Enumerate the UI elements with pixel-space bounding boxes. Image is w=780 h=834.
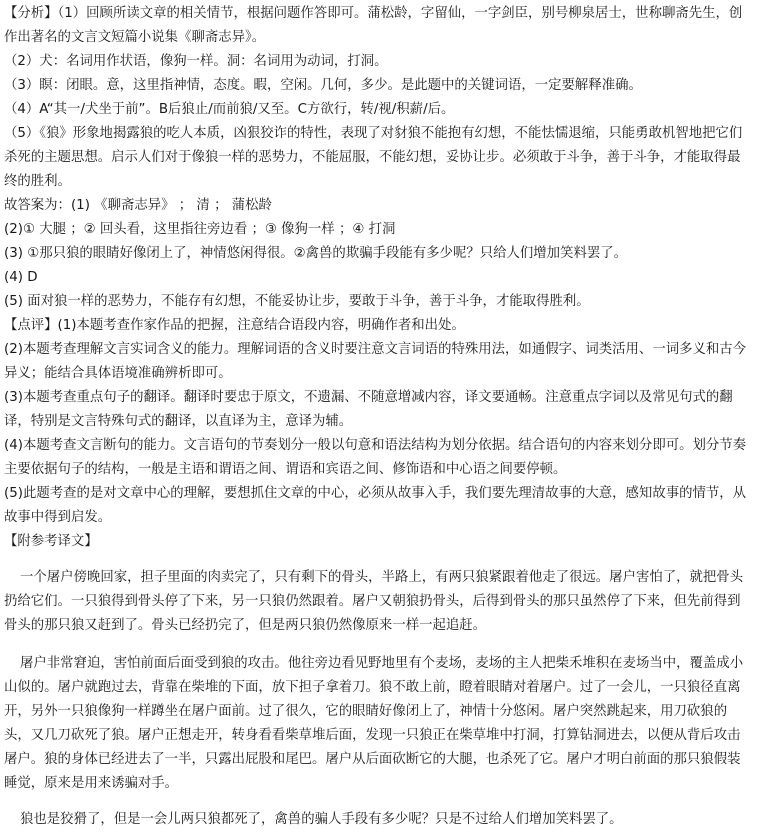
- analysis-line: （4）A“其一/犬坐于前”。B后狼止/而前狼/又至。C方欲行，转/视/积薪/后。: [4, 102, 455, 117]
- comment-line: 【点评】(1)本题考查作家作品的把握，注意结合语段内容，明确作者和出处。: [4, 318, 465, 333]
- translation-paragraph-1: [4, 566, 776, 638]
- translation-line: 山似的。屠户就跑过去，背靠在柴堆的下面，放下担子拿着刀。狼不敢上前，瞪着眼睛对着屠户。过了一会儿，一只狼径直离: [4, 680, 741, 695]
- comment-line: (4)本题考查文言断句的能力。文言语句的节奏划分一般以句意和语法结构为划分依据。结合语句的内容来划分即可。划分节奏: [4, 438, 747, 453]
- analysis-section: [4, 2, 776, 194]
- translation-paragraph-2: [4, 652, 776, 796]
- translation-header: 【附参考译文】: [4, 534, 98, 549]
- comment-line: (2)本题考查理解文言实词含义的能力。理解词语的含义时要注意文言词语的特殊用法，如通假字、词类活用、一词多义和古今: [4, 342, 747, 357]
- translation-line: 屠户。狼的身体已经进去了一半，只露出屁股和尾巴。屠户从后面砍断它的大腿，也杀死了它。屠户才明白前面的那只狼假装: [4, 752, 741, 767]
- translation-line: 一个屠户傍晚回家，担子里面的肉卖完了，只有剩下的骨头，半路上，有两只狼紧跟着他走了很远。屠户害怕了，就把骨头: [20, 570, 744, 585]
- analysis-line: （5）《狼》形象地揭露狼的吃人本质，凶狠狡诈的特性，表现了对豺狼不能抱有幻想，不能怯懦退缩，只能勇敢机智地把它们: [4, 126, 743, 141]
- translation-section: [4, 530, 776, 554]
- comment-line: (3)本题考查重点句子的翻译。翻译时要忠于原文，不遗漏、不随意增减内容，译文要通畅。注意重点字词以及常见句式的翻: [4, 390, 733, 405]
- analysis-line: 【分析】（1）回顾所读文章的相关情节，根据问题作答即可。蒲松龄，字留仙，一字剑臣，别号柳泉居士，世称聊斋先生，创: [4, 6, 743, 21]
- comment-line: 主要依据句子的结构，一般是主语和谓语之间、谓语和宾语之间、修饰语和中心语之间要停顿。: [4, 462, 567, 477]
- analysis-line: （3）瞑：闭眼。意，这里指神情，态度。暇，空闲。几何，多少。是此题中的关键词语，一定要解释准确。: [4, 78, 642, 93]
- translation-line: 头，又几刀砍死了狼。屠户正想走开，转身看看柴草堆后面，发现一只狼正在柴草堆中打洞，打算钻洞进去，以便从背后攻击: [4, 728, 741, 743]
- answer-line: (5) 面对狼一样的恶势力，不能存有幻想，不能妥协让步，要敢于斗争，善于斗争，才能取得胜利。: [4, 294, 590, 309]
- answer-line: (4) D: [4, 270, 38, 285]
- answer-line: (3) ①那只狼的眼睛好像闭上了，神情悠闲得很。②禽兽的欺骗手段能有多少呢？只给人们增加笑料罢了。: [4, 246, 628, 261]
- analysis-line: 杀死的主题思想。启示人们对于像狼一样的恶势力，不能屈服，不能幻想，妥协让步。必须敢于斗争，善于斗争，才能取得最: [4, 150, 741, 165]
- answer-line: 故答案为：(1) 《聊斋志异》 ； 清 ； 蒲松龄: [4, 198, 272, 213]
- translation-line: 屠户非常窘迫，害怕前面后面受到狼的攻击。他往旁边看见野地里有个麦场，麦场的主人把柴禾堆积在麦场当中，覆盖成小: [20, 656, 744, 671]
- comment-line: 译，特别是文言特殊句式的翻译，以直译为主，意译为辅。: [4, 414, 353, 429]
- translation-line: 扔给它们。一只狼得到骨头停了下来，另一只狼仍然跟着。屠户又朝狼扔骨头，后得到骨头的那只虽然停了下来，但先前得到: [4, 594, 741, 609]
- answers-section: [4, 194, 776, 314]
- translation-line: 睡觉，原来是用来诱骗对手。: [4, 776, 179, 791]
- translation-line: 狼也是狡猾了，但是一会儿两只狼都死了，禽兽的骗人手段有多少呢？只是不过给人们增加笑料罢了。: [20, 812, 623, 827]
- comment-section: [4, 314, 776, 530]
- analysis-line: （2）犬：名词用作状语，像狗一样。洞：名词用为动词，打洞。: [4, 54, 388, 69]
- translation-paragraph-3: [4, 808, 776, 832]
- translation-line: 开，另外一只狼像狗一样蹲坐在屠户面前。过了很久，它的眼睛好像闭上了，神情十分悠闲。屠户突然跳起来，用刀砍狼的: [4, 704, 728, 719]
- comment-line: (5)此题考查的是对文章中心的理解，要想抓住文章的中心，必须从故事入手，我们要先理清故事的大意，感知故事的情节，从: [4, 486, 747, 501]
- analysis-line: 作出著名的文言文短篇小说集《聊斋志异》。: [4, 30, 266, 45]
- analysis-line: 终的胜利。: [4, 174, 71, 189]
- comment-line: 故事中得到启发。: [4, 510, 112, 525]
- translation-line: 骨头的那只狼又赶到了。骨头已经扔完了，但是两只狼仍然像原来一样一起追赶。: [4, 618, 487, 633]
- comment-line: 异义；能结合具体语境准确辨析即可。: [4, 366, 232, 381]
- answer-line: (2)① 大腿 ；② 回头看，这里指往旁边看 ；③ 像狗一样 ；④ 打洞: [4, 222, 396, 237]
